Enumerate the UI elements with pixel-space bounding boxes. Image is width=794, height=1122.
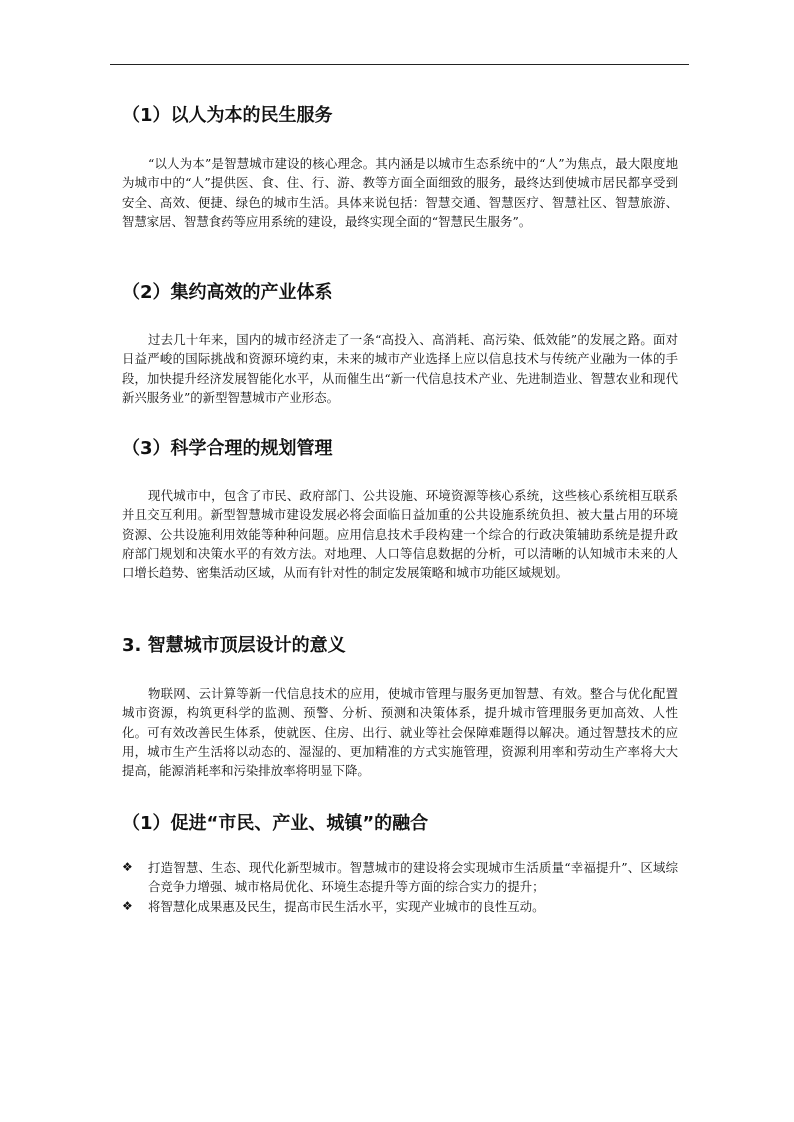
- list-item: [122, 897, 678, 916]
- list-item-text: 打造智慧、生态、现代化新型城市。智慧城市的建设将会实现城市生活质量“幸福提升”、区域综合竞争力增强、城市格局优化、环境生态提升等方面的综合实力的提升；: [148, 860, 678, 895]
- heading-people-oriented: （1）以人为本的民生服务: [122, 105, 333, 126]
- heading-integration: （1）促进“市民、产业、城镇”的融合: [122, 813, 429, 834]
- heading-industry-system: （2）集约高效的产业体系: [122, 282, 333, 303]
- paragraph-industry-system: 过去几十年来，国内的城市经济走了一条“高投入、高消耗、高污染、低效能”的发展之路。面对日益严峻的国际挑战和资源环境约束，未来的城市产业选择上应以信息技术与传统产业融为一体的手段，加快提升经济发展智能化水平，从而催生出“新一代信息技术产业、先进制造业、智慧农业和现代新兴服务业”的新型智慧城市产业形态。: [122, 332, 678, 405]
- list-item: [122, 858, 678, 897]
- heading-planning-management: （3）科学合理的规划管理: [122, 438, 333, 459]
- paragraph-people-oriented: “以人为本”是智慧城市建设的核心理念。其内涵是以城市生态系统中的“人”为焦点，最大限度地为城市中的“人”提供医、食、住、行、游、教等方面全面细致的服务，最终达到使城市居民都享受到安全、高效、便捷、绿色的城市生活。具体来说包括：智慧交通、智慧医疗、智慧社区、智慧旅游、智慧家居、智慧食药等应用系统的建设，最终实现全面的“智慧民生服务”。: [122, 156, 678, 229]
- heading-top-level-design: 3. 智慧城市顶层设计的意义: [122, 635, 346, 656]
- header-rule: [110, 64, 689, 65]
- diamond-bullet-icon: ❖: [122, 860, 133, 874]
- bullet-list: [122, 858, 678, 916]
- paragraph-planning-management: 现代城市中，包含了市民、政府部门、公共设施、环境资源等核心系统，这些核心系统相互联系并且交互利用。新型智慧城市建设发展必将会面临日益加重的公共设施系统负担、被大量占用的环境资源、公共设施利用效能等种种问题。应用信息技术手段构建一个综合的行政决策辅助系统是提升政府部门规划和决策水平的有效方法。对地理、人口等信息数据的分析，可以清晰的认知城市未来的人口增长趋势、密集活动区域，从而有针对性的制定发展策略和城市功能区域规划。: [122, 488, 678, 581]
- list-item-text: 将智慧化成果惠及民生，提高市民生活水平，实现产业城市的良性互动。: [148, 898, 545, 914]
- paragraph-top-level-design: 物联网、云计算等新一代信息技术的应用，使城市管理与服务更加智慧、有效。整合与优化配置城市资源，构筑更科学的监测、预警、分析、预测和决策体系，提升城市管理服务更加高效、人性化。可有效改善民生体系，使就医、住房、出行、就业等社会保障难题得以解决。通过智慧技术的应用，城市生产生活将以动态的、湿湿的、更加精准的方式实施管理，资源利用率和劳动生产率将大大提高，能源消耗率和污染排放率将明显下降。: [122, 686, 678, 779]
- diamond-bullet-icon: ❖: [122, 898, 133, 913]
